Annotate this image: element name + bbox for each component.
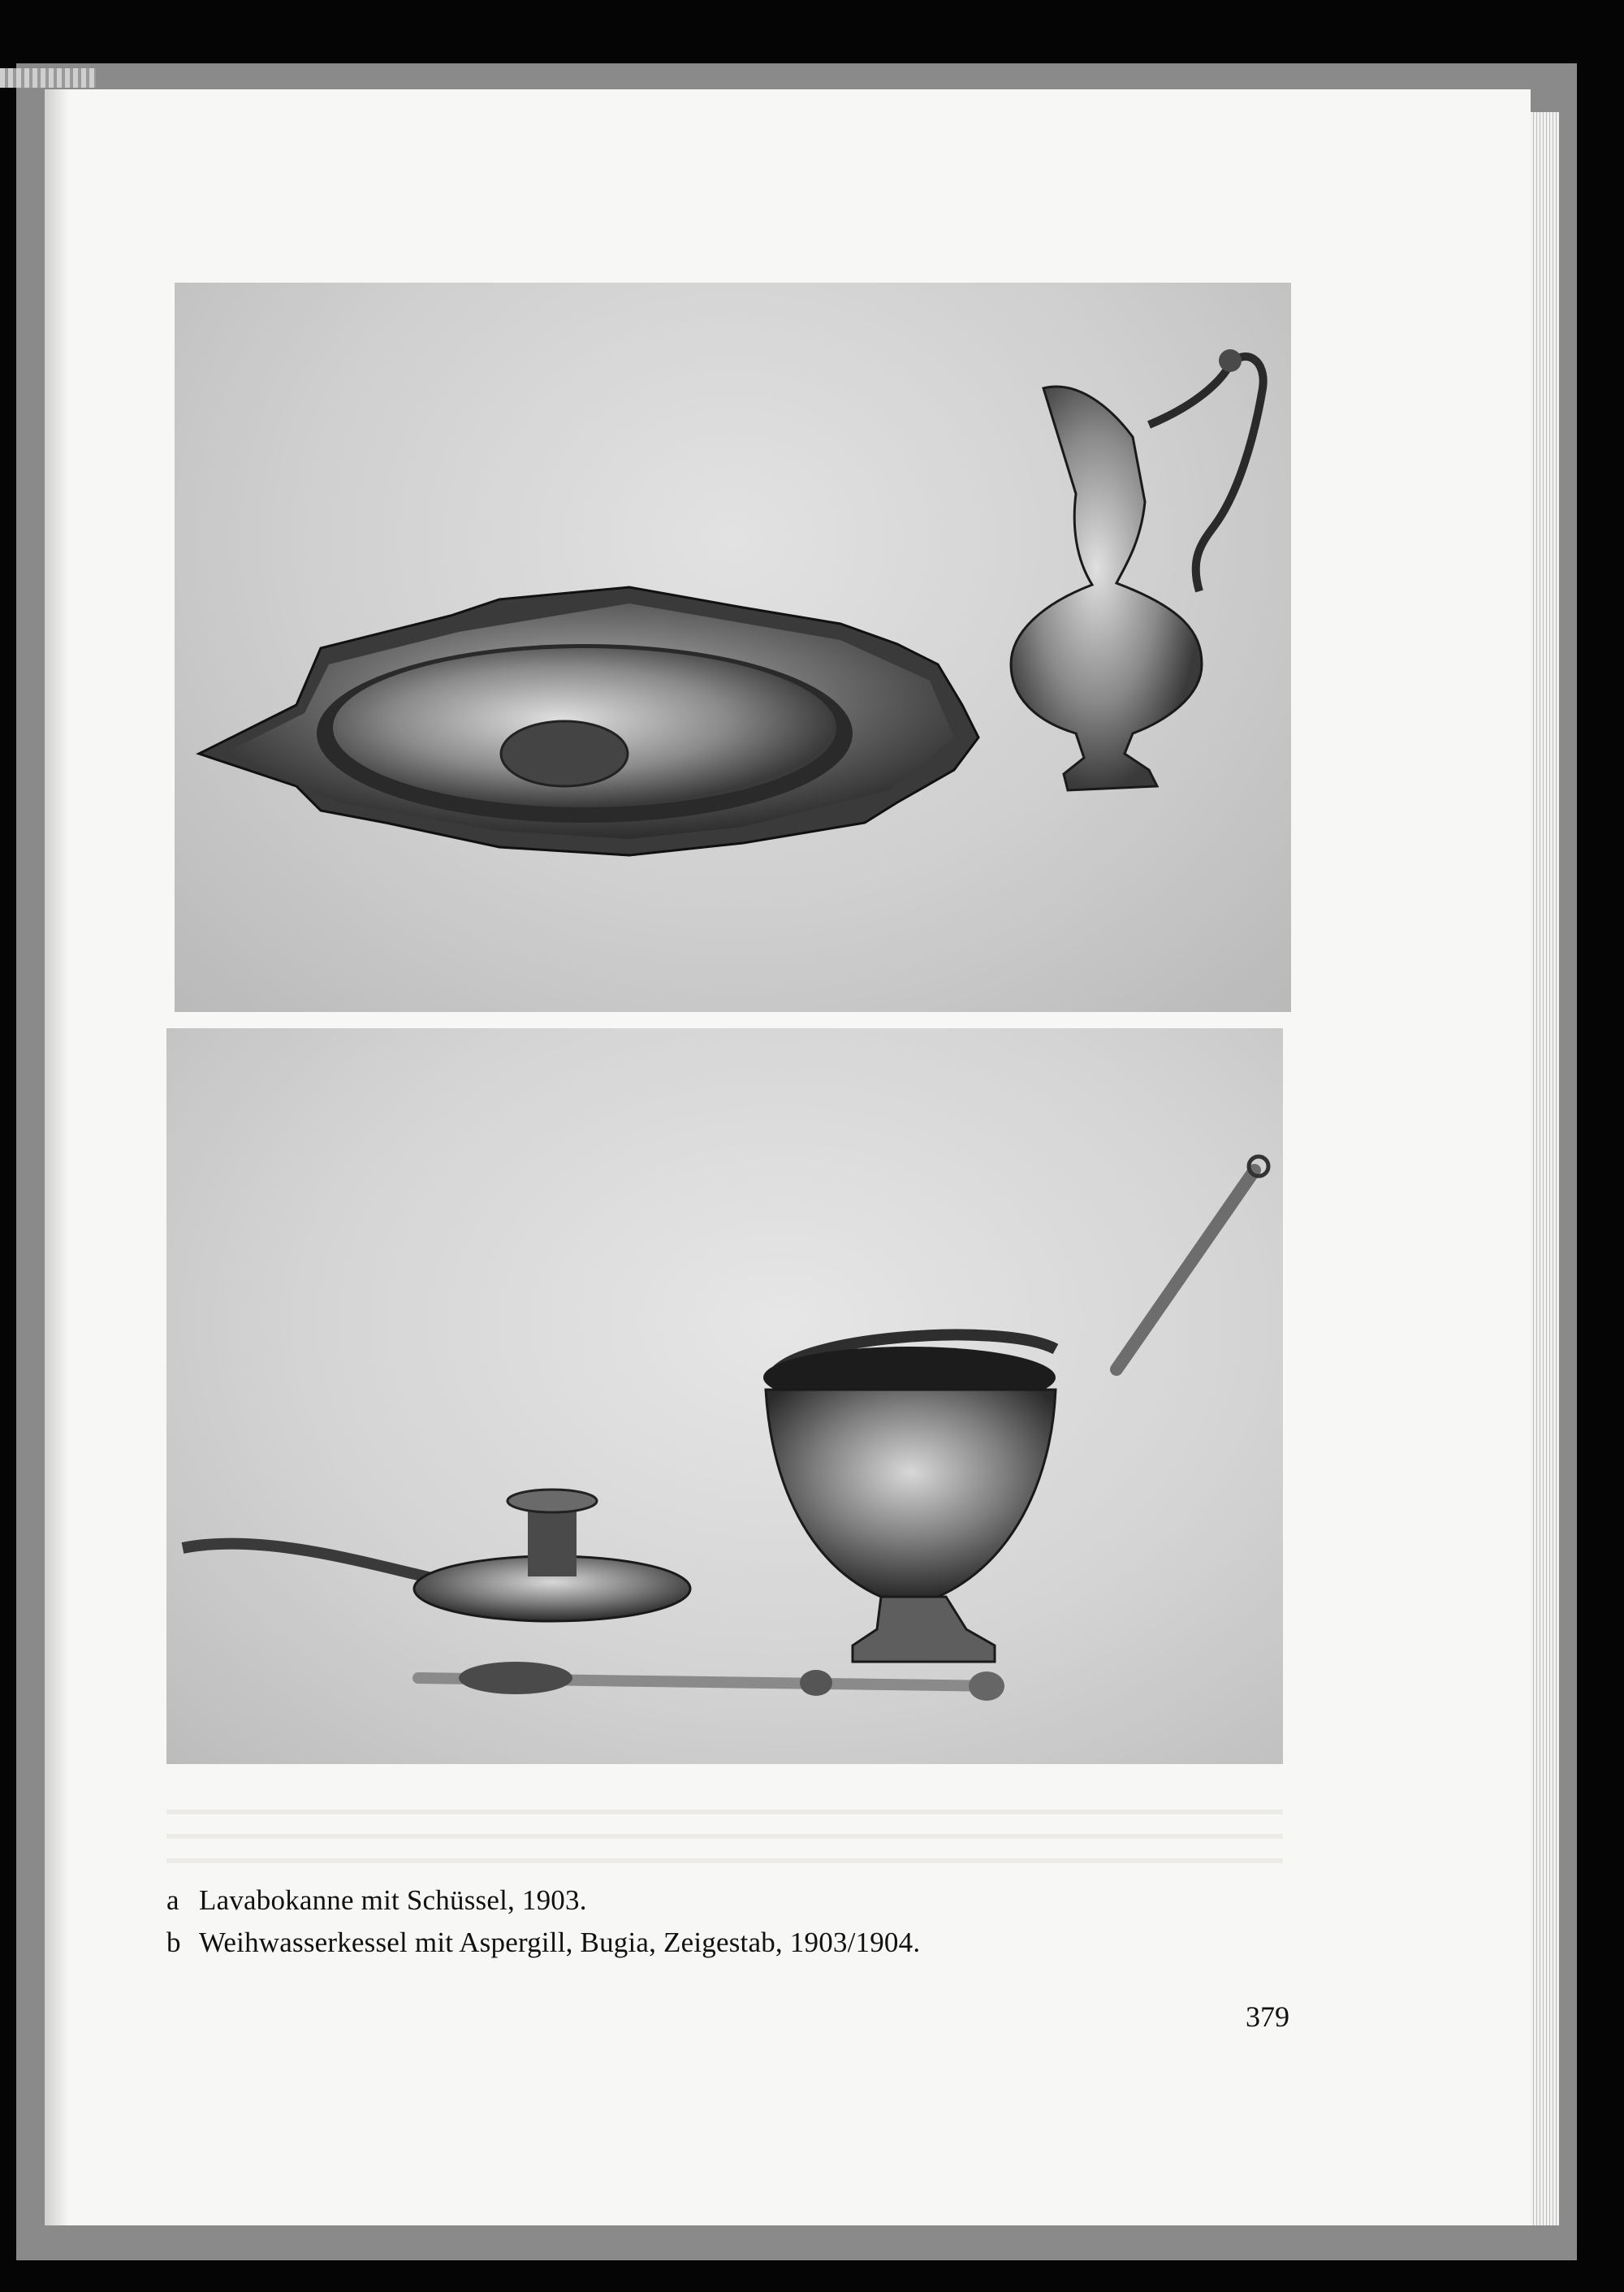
caption-a [166, 1884, 587, 1917]
photo-holy-water-vessel-set [166, 1028, 1283, 1764]
show-through-line [166, 1858, 1283, 1863]
bookmark-ribbon [0, 68, 96, 88]
photo-lavabo-ewer-and-basin [175, 283, 1291, 1012]
page-edges [1531, 112, 1559, 2225]
caption-a-label: a [166, 1884, 179, 1916]
caption-b-text: Weihwasserkessel mit Aspergill, Bugia, Zeigestab, 1903/1904. [199, 1927, 921, 1958]
holy-water-vessel [763, 1334, 1056, 1662]
bugia [183, 1490, 690, 1621]
photo-a-illustration [175, 283, 1291, 1012]
page-gutter [45, 89, 69, 2225]
pointer-staff [418, 1662, 1004, 1701]
photo-b-illustration [166, 1028, 1283, 1764]
ewer [1011, 349, 1263, 790]
show-through-line [166, 1810, 1283, 1814]
caption-b [166, 1927, 920, 1959]
page-number: 379 [1246, 2000, 1289, 2033]
caption-a-text: Lavabokanne mit Schüssel, 1903. [199, 1884, 587, 1916]
aspergillum [1116, 1170, 1255, 1369]
caption-b-label: b [166, 1927, 181, 1958]
show-through-line [166, 1834, 1283, 1839]
